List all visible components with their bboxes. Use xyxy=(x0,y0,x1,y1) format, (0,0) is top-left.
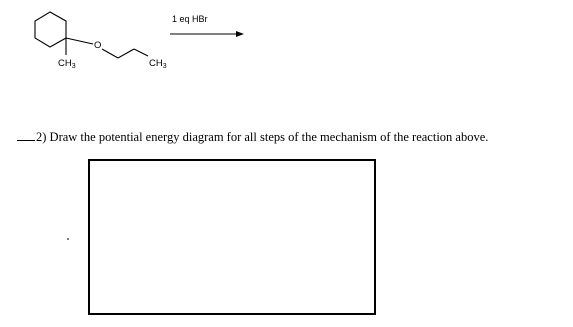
drawing-answer-box[interactable] xyxy=(88,159,376,315)
ch2-ch2-bond xyxy=(118,49,134,58)
ring-methyl-label: CH3 xyxy=(58,58,76,70)
answer-blank xyxy=(17,128,35,141)
reagent-label: 1 eq HBr xyxy=(172,14,208,24)
stray-mark xyxy=(67,238,69,240)
chain-methyl-label: CH3 xyxy=(149,58,167,70)
question-prompt: 2) Draw the potential energy diagram for all steps of the mechanism of the reaction above. xyxy=(36,130,489,144)
question-text xyxy=(17,128,488,145)
reaction-arrow xyxy=(170,29,244,39)
o-ch2-bond xyxy=(102,49,118,58)
reactant-structure xyxy=(0,0,260,90)
ch2-ch3-bond xyxy=(134,49,148,56)
oxygen-label: O xyxy=(94,40,102,51)
c-o-bond xyxy=(66,38,93,44)
cyclohexane-ring xyxy=(35,12,66,47)
